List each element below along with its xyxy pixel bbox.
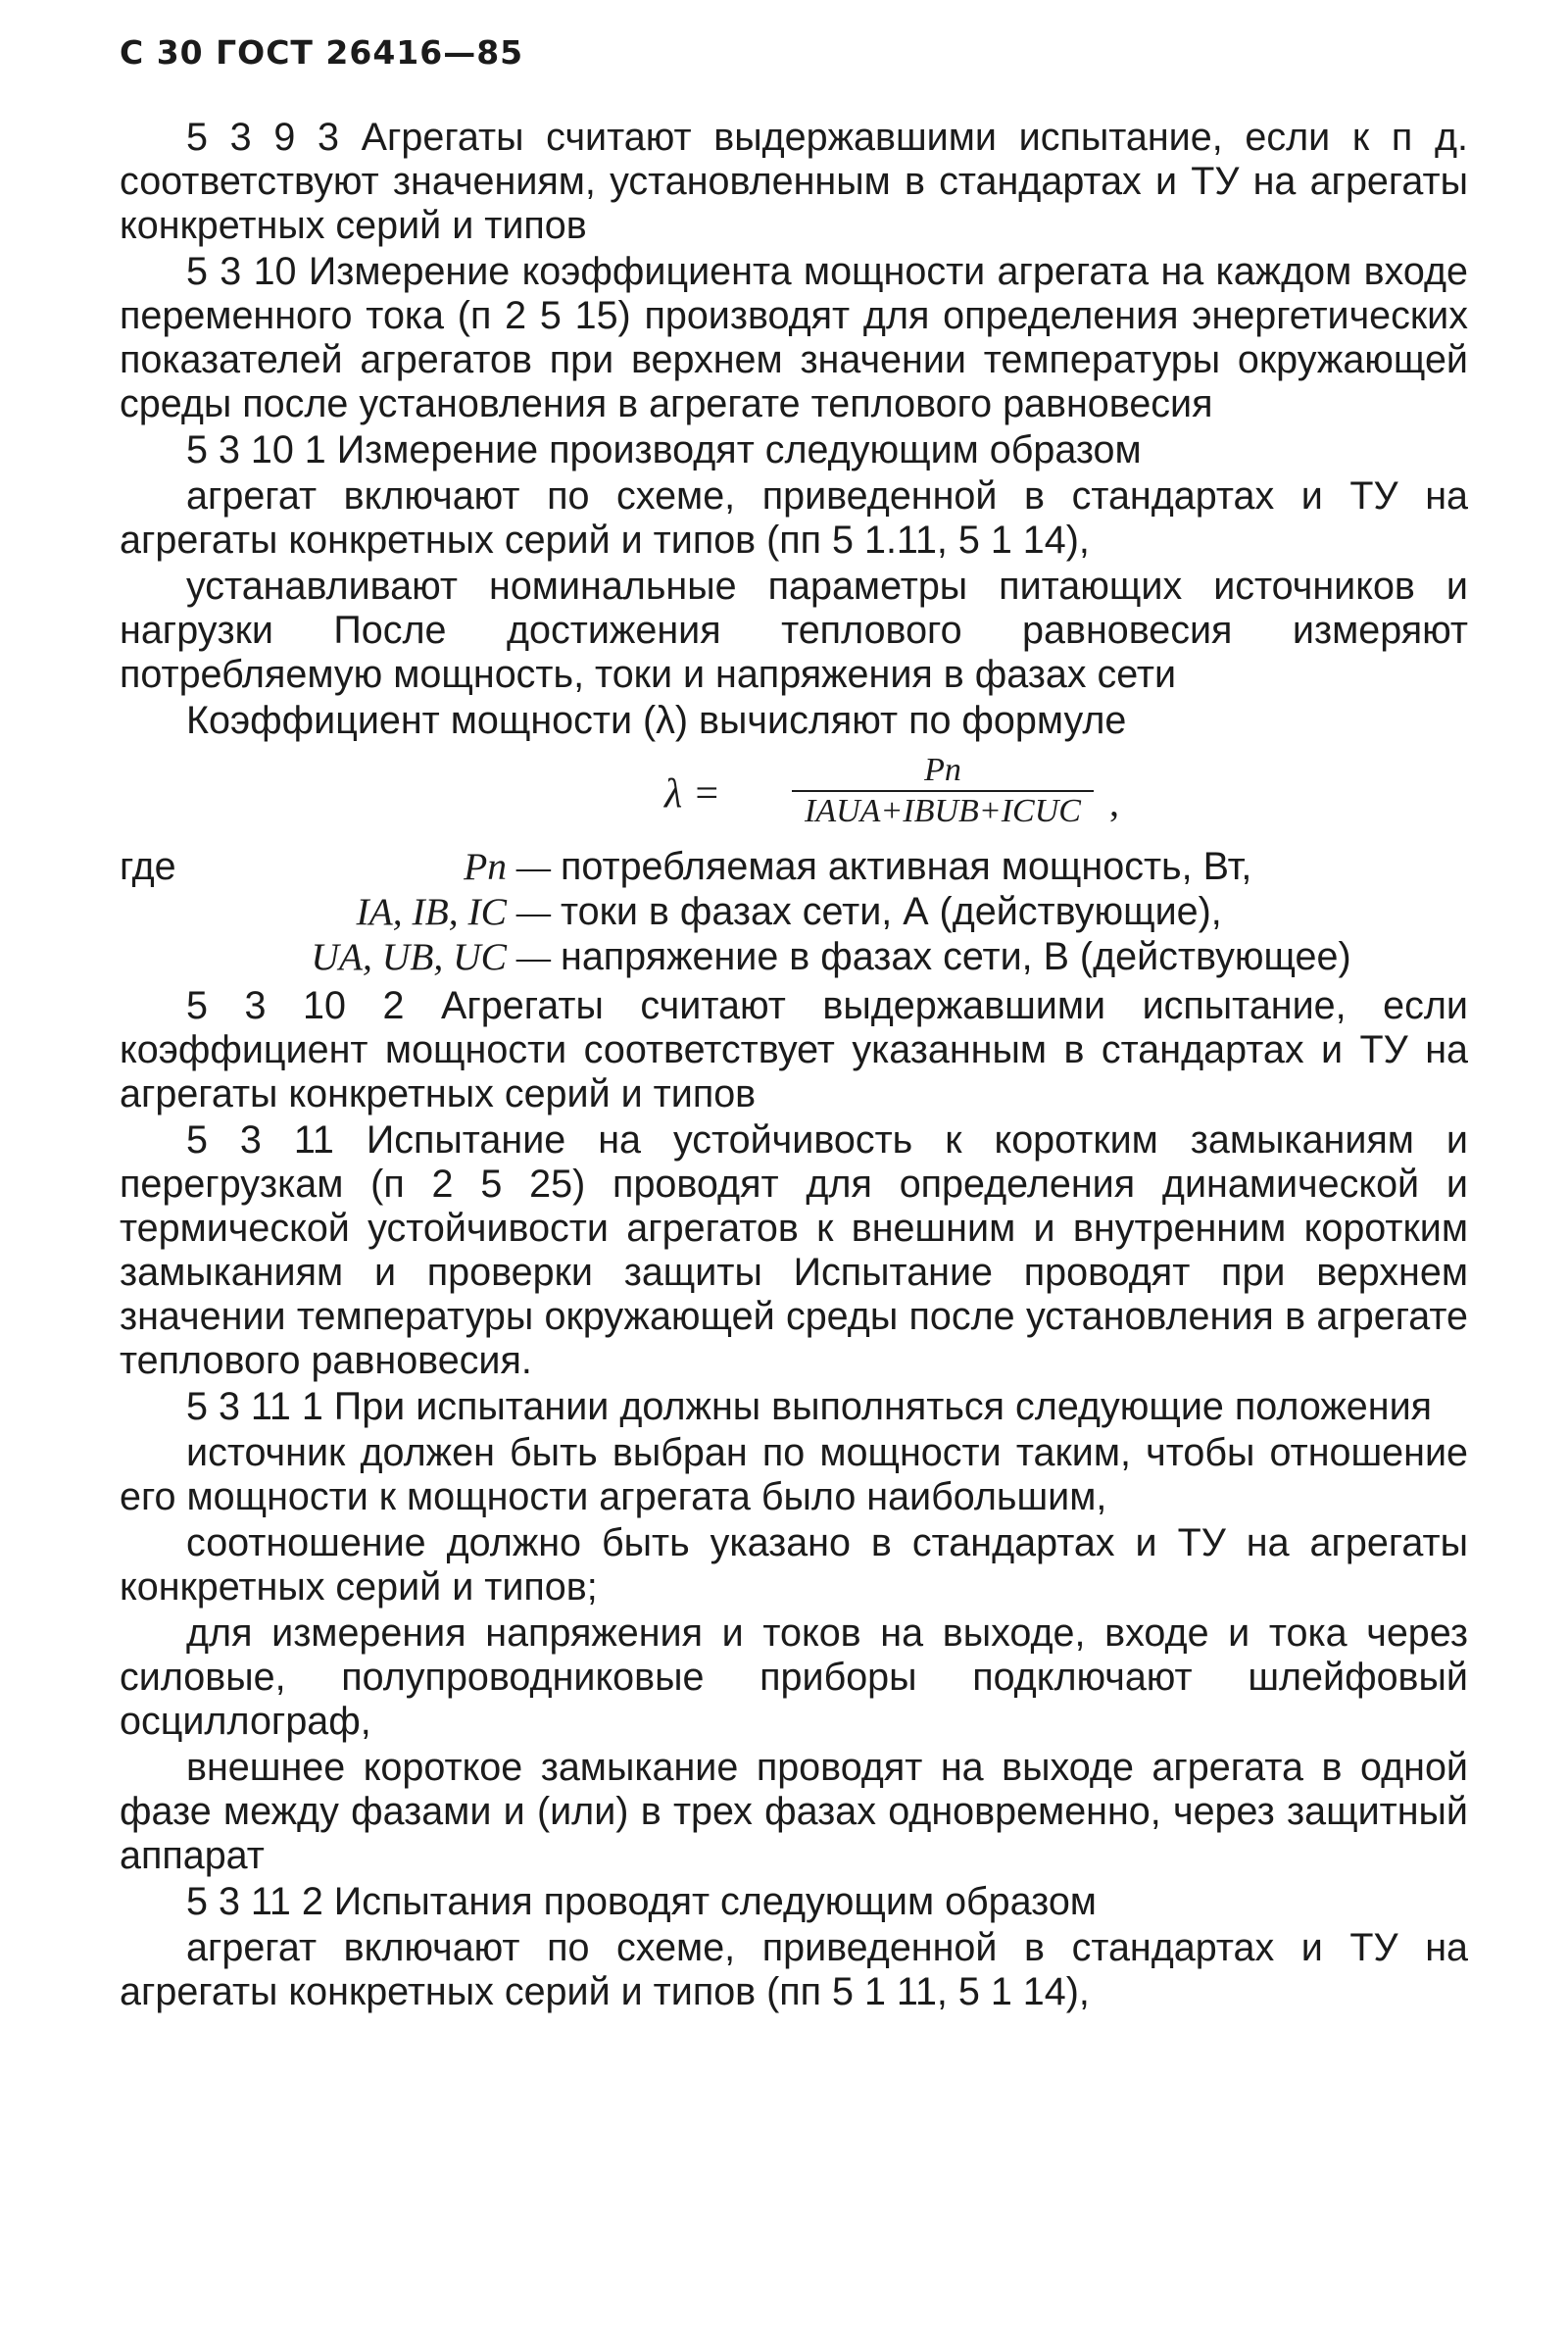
formula-numerator: Pп [924, 752, 961, 788]
paragraph-scheme: агрегат включают по схеме, приведенной в стандартах и ТУ на агрегаты конкретных серий и типов (пп 5 1.11, 5 1 14), [120, 474, 1468, 562]
paragraph-short-circuit: внешнее короткое замыкание проводят на выходе агрегата в одной фазе между фазами и (или) в трех фазах одновременно, через защитный аппарат [120, 1746, 1468, 1877]
formula-denominator: IАUА+IВUВ+IСUС [805, 793, 1081, 829]
definition-text: напряжение в фазах сети, В (действующее) [561, 935, 1351, 978]
page-header: С 30 ГОСТ 26416—85 [120, 33, 524, 72]
formula-definitions [120, 845, 1468, 980]
definitions-lead: где [120, 845, 176, 888]
formula-comma: , [1109, 780, 1119, 824]
definition-text: токи в фазах сети, А (действующие), [561, 890, 1222, 933]
paragraph-parameters: устанавливают номинальные параметры питающих источников и нагрузки После достижения теплового равновесия измеряют потребляемую мощность, токи и напряжения в фазах сети [120, 565, 1468, 696]
paragraph-ratio: соотношение должно быть указано в стандартах и ТУ на агрегаты конкретных серий и типов; [120, 1521, 1468, 1609]
paragraph-5-3-10: 5 3 10 Измерение коэффициента мощности агрегата на каждом входе переменного тока (п 2 5 15) производят для определения энергетических показателей агрегатов при верхнем значении температуры окружающей среды после установления в агрегате теплового равновесия [120, 250, 1468, 425]
paragraph-5-3-10-2: 5 3 10 2 Агрегаты считают выдержавшими испытание, если коэффициент мощности соответствует указанным в стандартах и ТУ на агрегаты конкретных серий и типов [120, 984, 1468, 1115]
power-factor-formula [120, 751, 1468, 839]
definition-row [120, 845, 1468, 890]
formula-fraction [786, 751, 1100, 831]
body-text [120, 116, 1468, 2016]
paragraph-source: источник должен быть выбран по мощности таким, чтобы отношение его мощности к мощности агрегата было наибольшим, [120, 1431, 1468, 1518]
paragraph-5-3-11-1: 5 3 11 1 При испытании должны выполняться следующие положения [186, 1385, 1433, 1428]
paragraph-oscillograph: для измерения напряжения и токов на выходе, входе и тока через силовые, полупроводниковые приборы подключают шлейфовый осциллограф, [120, 1611, 1468, 1743]
definition-symbol: UА, UВ, UС — [311, 935, 551, 978]
formula-intro: Коэффициент мощности (λ) вычисляют по формуле [186, 699, 1127, 742]
paragraph-5-3-11: 5 3 11 Испытание на устойчивость к коротким замыканиям и перегрузкам (п 2 5 25) проводят для определения динамической и термической устойчивости агрегатов к внешним и внутренним коротким замыканиям и проверки защиты Испытание проводят при верхнем значении температуры окружающей среды после установления в агрегате теплового равновесия. [120, 1118, 1468, 1382]
definition-row [120, 890, 1468, 935]
definition-row [120, 935, 1468, 980]
formula-lhs: λ = [664, 771, 721, 817]
definition-symbol: IА, IВ, IС — [356, 890, 551, 933]
definition-text: потребляемая активная мощность, Вт, [561, 845, 1252, 888]
paragraph-5-3-10-1: 5 3 10 1 Измерение производят следующим образом [186, 428, 1142, 471]
paragraph-5-3-9-3: 5 3 9 3 Агрегаты считают выдержавшими испытание, если к п д. соответствуют значениям, установленным в стандартах и ТУ на агрегаты конкретных серий и типов [120, 116, 1468, 247]
paragraph-5-3-11-2: 5 3 11 2 Испытания проводят следующим образом [186, 1880, 1097, 1923]
paragraph-scheme-2: агрегат включают по схеме, приведенной в стандартах и ТУ на агрегаты конкретных серий и типов (пп 5 1 11, 5 1 14), [120, 1926, 1468, 2013]
definition-symbol: Pп — [464, 845, 551, 888]
